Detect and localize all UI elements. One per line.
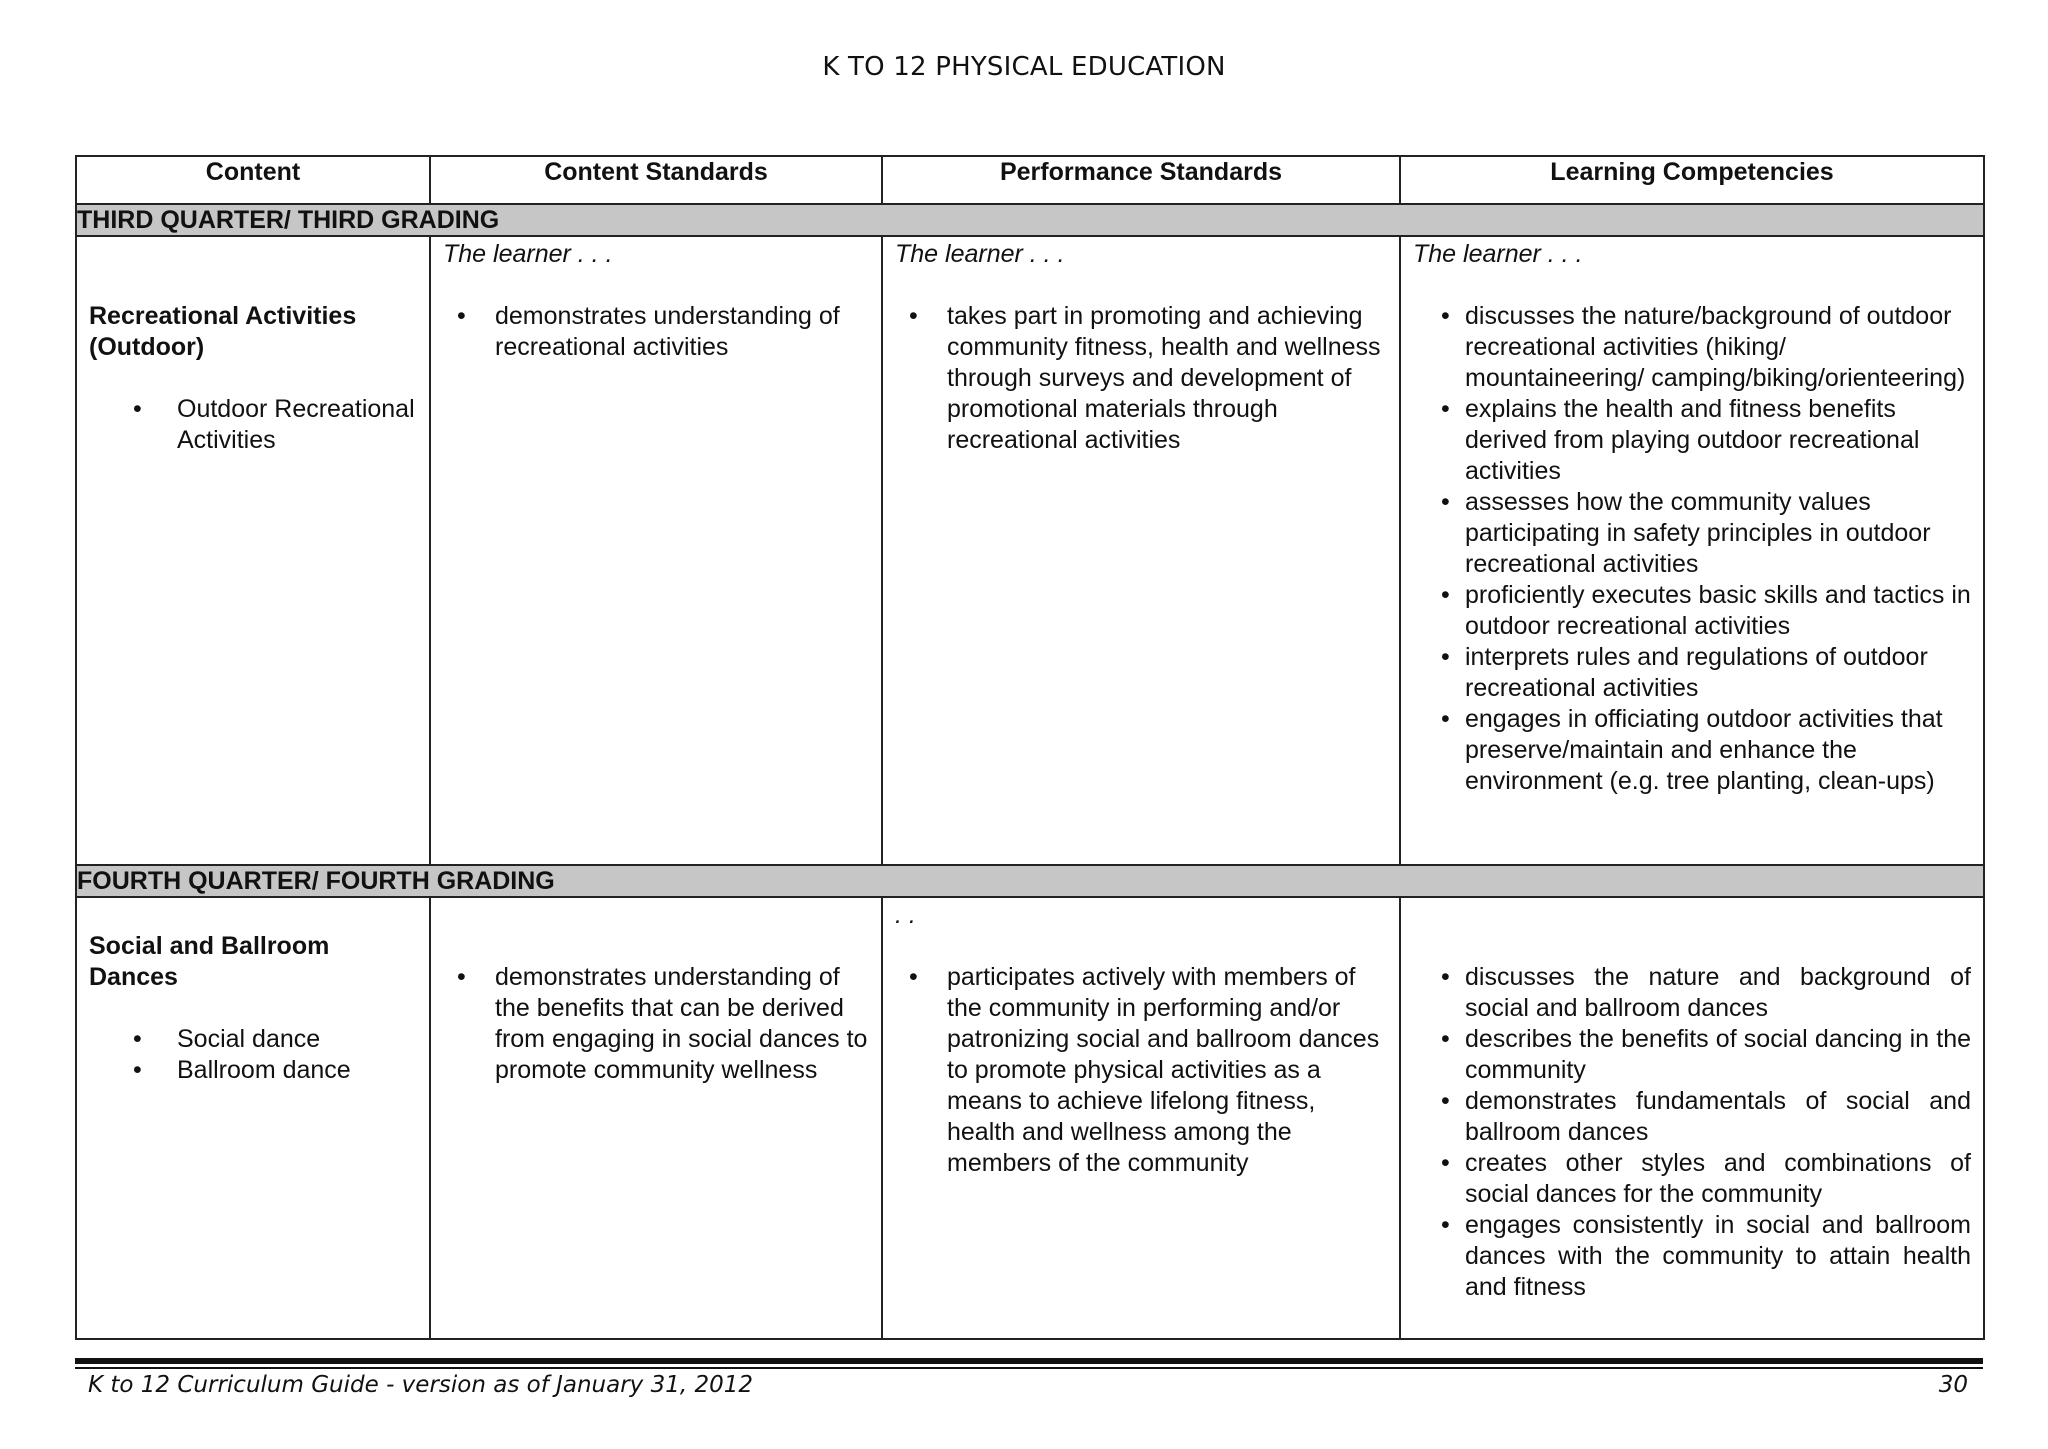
performance-standards-list — [895, 962, 1387, 1179]
list-item: • Ballroom dance — [89, 1055, 417, 1086]
curriculum-table — [75, 155, 1985, 1340]
learning-competencies-list — [1413, 962, 1971, 1303]
header-content: Content — [76, 156, 430, 204]
list-item: • assesses how the community values participating in safety principles in outdoor recreational activities — [1413, 487, 1971, 580]
learner-label: The learner . . . — [1413, 240, 1583, 268]
table-row — [76, 897, 1984, 1339]
page-number: 30 — [1938, 1372, 1968, 1398]
list-item: • Outdoor Recreational Activities — [89, 394, 417, 456]
header-content-standards: Content Standards — [430, 156, 882, 204]
header-learning-competencies: Learning Competencies — [1400, 156, 1984, 204]
list-item: • engages consistently in social and ballroom dances with the community to attain health and fitness — [1413, 1210, 1971, 1303]
table-row — [76, 236, 1984, 865]
quarter-row-third — [76, 204, 1984, 236]
list-item: • proficiently executes basic skills and tactics in outdoor recreational activities — [1413, 580, 1971, 642]
list-item: • demonstrates fundamentals of social and ballroom dances — [1413, 1086, 1971, 1148]
performance-standards-cell — [882, 897, 1400, 1339]
learning-competencies-list — [1413, 301, 1971, 797]
list-item: • engages in officiating outdoor activities that preserve/maintain and enhance the environment (e.g. tree planting, clean-ups) — [1413, 704, 1971, 797]
content-standards-cell — [430, 236, 882, 865]
list-item: • takes part in promoting and achieving community fitness, health and wellness through surveys and development of promotional materials through recreational activities — [895, 301, 1387, 456]
list-item: • explains the health and fitness benefits derived from playing outdoor recreational activities — [1413, 394, 1971, 487]
list-item: • Social dance — [89, 1024, 417, 1055]
performance-standards-list — [895, 301, 1387, 456]
content-standards-list — [443, 301, 869, 363]
quarter-row-fourth — [76, 865, 1984, 897]
content-cell — [76, 236, 430, 865]
list-item: • demonstrates understanding of the benefits that can be derived from engaging in social dances to promote community wellness — [443, 962, 869, 1086]
header-performance-standards: Performance Standards — [882, 156, 1400, 204]
learning-competencies-cell — [1400, 897, 1984, 1339]
list-item: • participates actively with members of the community in performing and/or patronizing social and ballroom dances to promote physical activities as a means to achieve lifelong fitness, health and wellness among the members of the community — [895, 962, 1387, 1179]
performance-standards-cell — [882, 236, 1400, 865]
footer-rule-thick — [75, 1358, 1983, 1364]
list-item: • creates other styles and combinations of social dances for the community — [1413, 1148, 1971, 1210]
subtopic-list — [89, 1024, 417, 1086]
footer-guide-version: K to 12 Curriculum Guide - version as of January 31, 2012 — [88, 1372, 754, 1398]
list-item: • discusses the nature/background of outdoor recreational activities (hiking/ mountaineering/ camping/biking/orienteering) — [1413, 301, 1971, 394]
quarter-label: THIRD QUARTER/ THIRD GRADING — [76, 204, 1984, 236]
learner-label: The learner . . . — [443, 240, 613, 268]
list-item: • discusses the nature and background of social and ballroom dances — [1413, 962, 1971, 1024]
subtopic-list — [89, 394, 417, 456]
list-item: • interprets rules and regulations of outdoor recreational activities — [1413, 642, 1971, 704]
list-item: • describes the benefits of social dancing in the community — [1413, 1024, 1971, 1086]
topic-title: Recreational Activities (Outdoor) — [89, 302, 357, 361]
learner-label: The learner . . . — [895, 240, 1065, 268]
footer-rule-thin — [75, 1367, 1983, 1369]
quarter-label: FOURTH QUARTER/ FOURTH GRADING — [76, 865, 1984, 897]
page-title: K TO 12 PHYSICAL EDUCATION — [822, 52, 1226, 82]
learner-marker: . . — [895, 901, 916, 929]
content-standards-cell — [430, 897, 882, 1339]
content-cell — [76, 897, 430, 1339]
learning-competencies-cell — [1400, 236, 1984, 865]
content-standards-list — [443, 962, 869, 1086]
topic-title: Social and Ballroom Dances — [89, 932, 330, 991]
list-item: • demonstrates understanding of recreational activities — [443, 301, 869, 363]
header-row — [76, 156, 1984, 204]
